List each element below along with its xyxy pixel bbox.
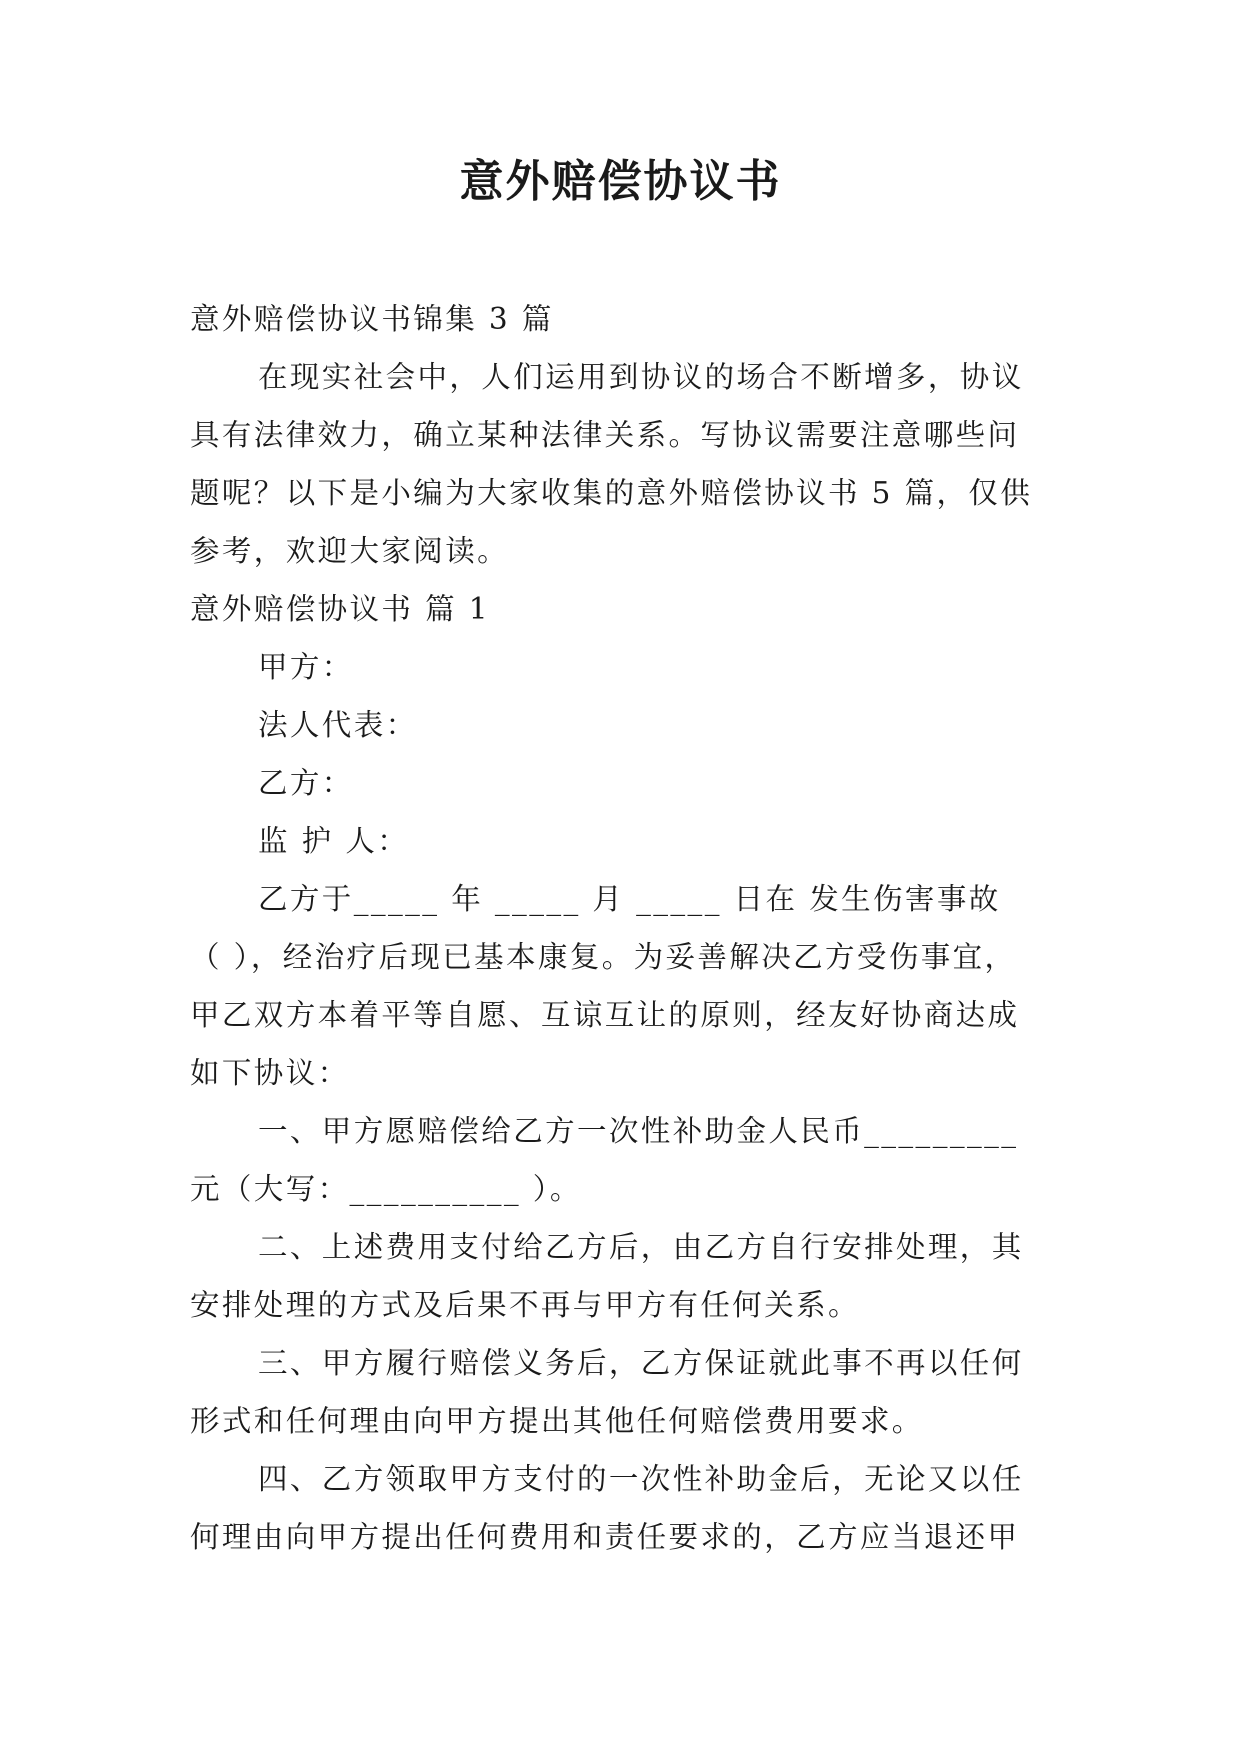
guardian-label: 监 护 人： [258,824,410,858]
section-heading: 意外赔偿协议书 篇 1 [190,592,490,626]
document-title: 意外赔偿协议书 [459,156,782,207]
text-line: 如下协议： [190,1056,350,1090]
text-line: 具有法律效力，确立某种法律关系。写协议需要注意哪些问 [190,418,1020,452]
text-line: 形式和任何理由向甲方提出其他任何赔偿费用要求。 [190,1404,924,1438]
party-b-label: 乙方： [258,766,354,800]
text-line: 在现实社会中，人们运用到协议的场合不断增多，协议 [258,360,1024,394]
party-a-label: 甲方： [258,650,354,684]
text-line: 乙方于_____ 年 _____ 月 _____ 日在 发生伤害事故 [258,882,1001,916]
text-line: 安排处理的方式及后果不再与甲方有任何关系。 [190,1288,860,1322]
legal-rep-label: 法人代表： [258,708,418,742]
clause-1: 一、甲方愿赔偿给乙方一次性补助金人民币_________ [258,1114,1019,1148]
clause-2: 二、上述费用支付给乙方后，由乙方自行安排处理，其 [258,1230,1024,1264]
clause-3: 三、甲方履行赔偿义务后，乙方保证就此事不再以任何 [258,1346,1024,1380]
text-line: 甲乙双方本着平等自愿、互谅互让的原则，经友好协商达成 [190,998,1020,1032]
clause-4: 四、乙方领取甲方支付的一次性补助金后，无论又以任 [258,1462,1024,1496]
text-line: 意外赔偿协议书锦集 3 篇 [190,302,554,336]
text-line: 参考，欢迎大家阅读。 [190,534,510,568]
text-line: 元（大写：__________ ）。 [190,1172,582,1206]
text-line: 题呢？以下是小编为大家收集的意外赔偿协议书 5 篇，仅供 [190,476,1033,510]
text-line: 何理由向甲方提出任何费用和责任要求的，乙方应当退还甲 [190,1520,1020,1554]
document-body [190,290,1050,1566]
text-line: （ ），经治疗后现已基本康复。为妥善解决乙方受伤事宜， [190,940,1017,974]
